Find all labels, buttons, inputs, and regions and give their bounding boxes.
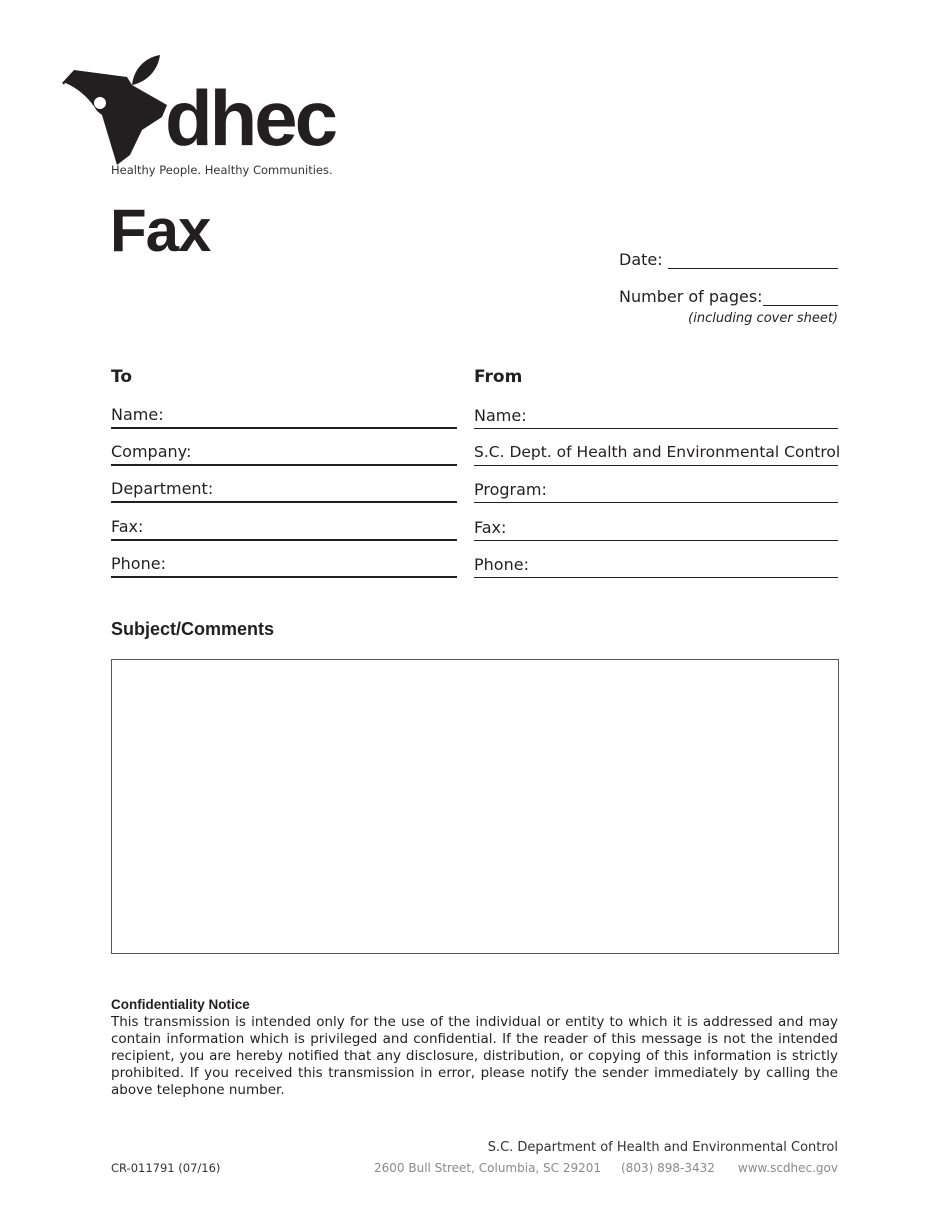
to-department-field[interactable] bbox=[111, 479, 457, 503]
subject-heading: Subject/Comments bbox=[111, 619, 275, 639]
field-label: Company: bbox=[111, 442, 192, 461]
to-company-field[interactable] bbox=[111, 442, 457, 466]
date-field[interactable] bbox=[668, 252, 838, 269]
to-heading: To bbox=[111, 367, 133, 387]
footer-website[interactable]: www.scdhec.gov bbox=[737, 1161, 838, 1175]
to-fax-field[interactable] bbox=[111, 517, 457, 541]
field-label: Fax: bbox=[474, 518, 507, 537]
field-label: Phone: bbox=[111, 554, 166, 573]
footer-phone: (803) 898-3432 bbox=[621, 1161, 715, 1175]
pages-label: Number of pages: bbox=[619, 287, 763, 306]
confidentiality-text: This transmission is intended only for the use of the individual or entity to which it is addressed and may contain information which is privileged and confidential. If the reader of this message is not the intended recipient, you are hereby notified that any disclosure, distribution, or copying of this information is strictly prohibited. If you received this transmission in error, please notify the sender immediately by calling the above telephone number. bbox=[111, 1014, 838, 1098]
to-name-field[interactable] bbox=[111, 405, 457, 429]
from-phone-field[interactable] bbox=[474, 555, 838, 578]
field-label: Name: bbox=[474, 406, 527, 425]
pages-field[interactable] bbox=[763, 289, 838, 306]
footer-org: S.C. Department of Health and Environmental Control bbox=[487, 1140, 838, 1155]
from-name-field[interactable] bbox=[474, 406, 838, 429]
logo-tagline: Healthy People. Healthy Communities. bbox=[111, 163, 333, 177]
field-label: Department: bbox=[111, 479, 214, 498]
confidentiality-heading: Confidentiality Notice bbox=[111, 997, 250, 1012]
field-label: Fax: bbox=[111, 517, 144, 536]
logo-wordmark: dhec bbox=[165, 74, 336, 162]
dhec-logo-icon bbox=[62, 55, 172, 165]
field-label: Program: bbox=[474, 480, 547, 499]
field-label: S.C. Dept. of Health and Environmental Control bbox=[474, 443, 841, 461]
from-company-field bbox=[474, 443, 841, 466]
date-label: Date: bbox=[619, 250, 663, 269]
field-label: Name: bbox=[111, 405, 164, 424]
form-id: CR-011791 (07/16) bbox=[111, 1161, 221, 1175]
footer-address: 2600 Bull Street, Columbia, SC 29201 bbox=[374, 1161, 602, 1175]
comments-box[interactable] bbox=[111, 659, 839, 954]
from-program-field[interactable] bbox=[474, 480, 838, 503]
to-phone-field[interactable] bbox=[111, 554, 457, 578]
field-label: Phone: bbox=[474, 555, 529, 574]
from-heading: From bbox=[474, 367, 523, 387]
pages-note: (including cover sheet) bbox=[688, 311, 838, 326]
from-fax-field[interactable] bbox=[474, 518, 838, 541]
page-title: Fax bbox=[110, 197, 211, 264]
